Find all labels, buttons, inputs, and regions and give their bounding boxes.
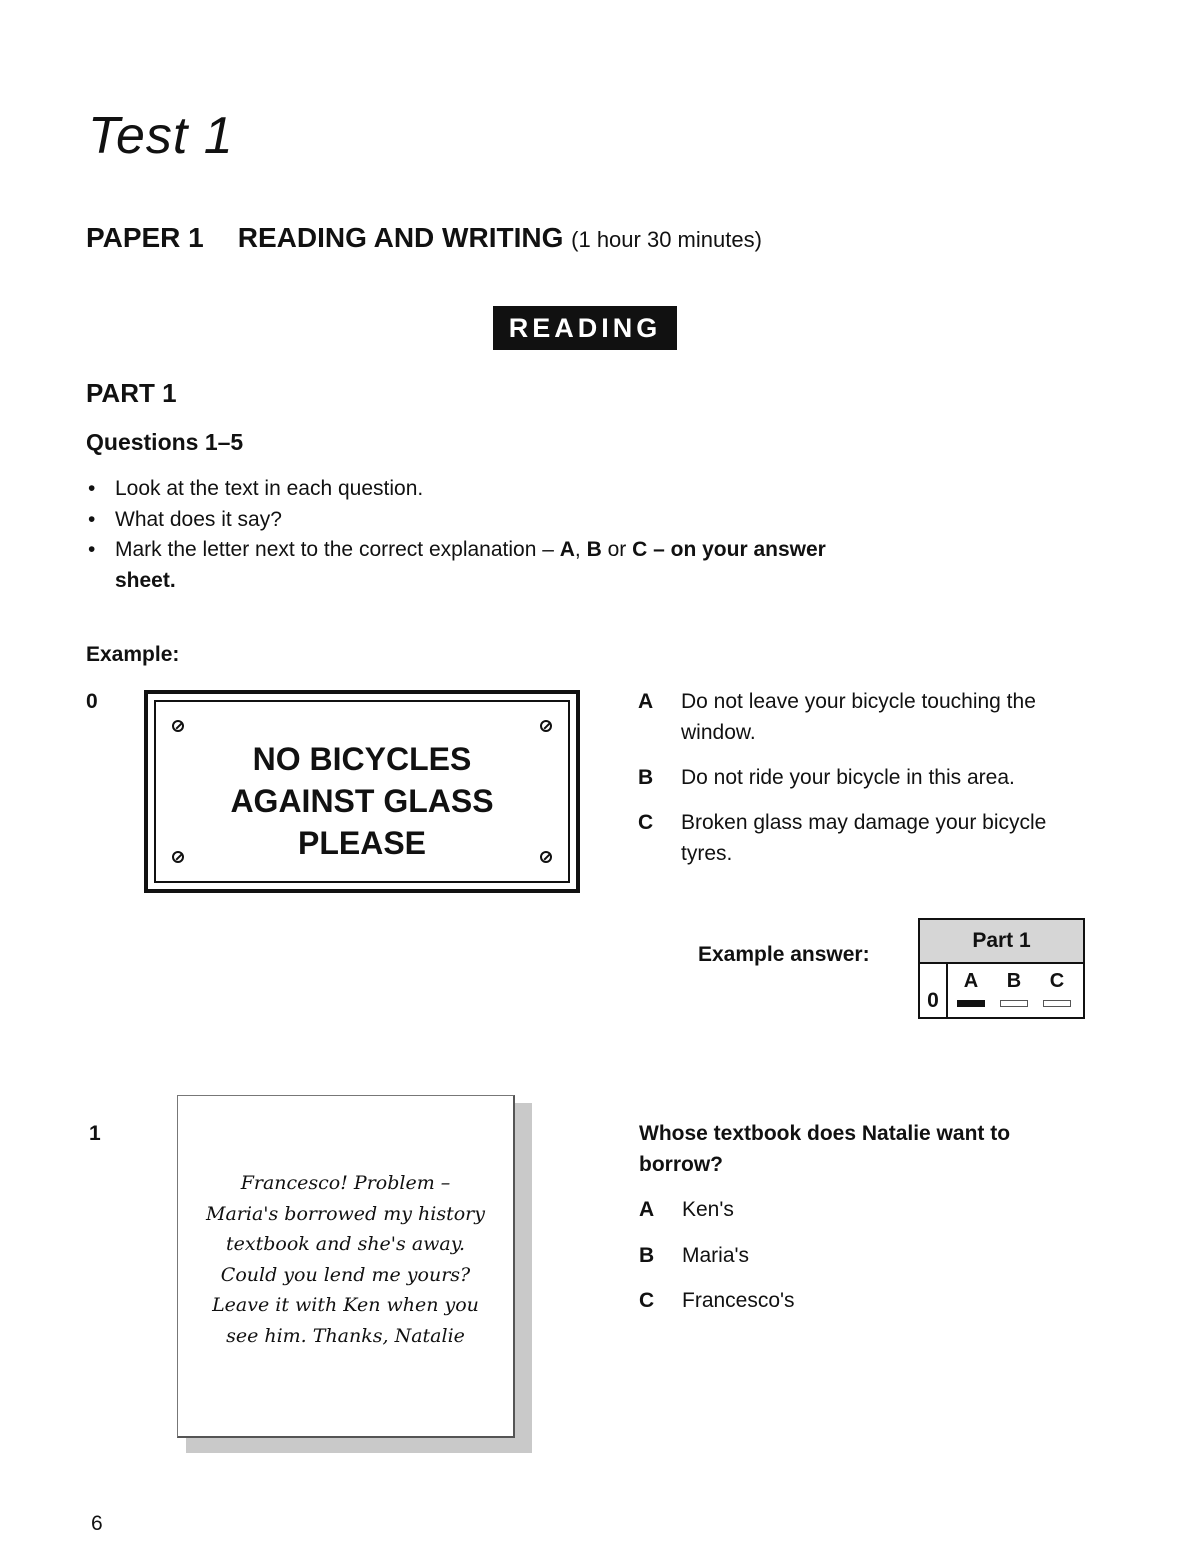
note-line: Maria's borrowed my history — [206, 1202, 485, 1225]
example-option-b — [638, 762, 1088, 793]
answer-row-number: 0 — [920, 964, 948, 1017]
answer-mark-a — [957, 1000, 985, 1007]
sign-line: NO BICYCLES — [252, 741, 472, 777]
answer-sheet-sample — [918, 918, 1085, 1019]
instruction-text: What does it say? — [115, 507, 282, 531]
instruction-item — [86, 505, 846, 536]
answer-mark-c — [1043, 1000, 1071, 1007]
answer-mark-b — [1000, 1000, 1028, 1007]
option-text: Do not leave your bicycle touching the window. — [681, 690, 1036, 744]
note-line: Leave it with Ken when you — [212, 1294, 479, 1316]
section-badge: READING — [493, 306, 677, 350]
instruction-text: Mark the letter next to the correct explanation – — [115, 538, 560, 561]
note-line: see him. Thanks, Natalie — [226, 1324, 465, 1347]
page-number: 6 — [91, 1512, 103, 1535]
answer-column-c: C — [1049, 970, 1065, 992]
example-answer-label: Example answer: — [698, 943, 870, 966]
option-text: Maria's — [682, 1244, 750, 1267]
letter-b: B — [586, 538, 602, 561]
sign-line: AGAINST GLASS — [230, 783, 494, 819]
question-text: Whose textbook does Natalie want to borrow? — [639, 1122, 1011, 1176]
sign-text — [156, 738, 568, 864]
instructions-list — [86, 474, 846, 596]
paper-name: READING AND WRITING — [237, 222, 564, 253]
sign-line: PLEASE — [297, 825, 427, 861]
screw-icon — [172, 720, 184, 732]
bullet-icon: • — [88, 538, 96, 561]
letter-c: C — [632, 538, 648, 561]
letter-a: A — [559, 538, 575, 561]
answer-column-b: B — [1006, 970, 1022, 992]
paper-number: PAPER 1 — [86, 222, 204, 253]
part-title: PART 1 — [86, 378, 177, 408]
option-letter: B — [638, 766, 654, 789]
answer-column-a: A — [963, 970, 979, 992]
option-text: Broken glass may damage your bicycle tyres. — [681, 811, 1047, 865]
note-line: Could you lend me yours? — [220, 1263, 471, 1286]
sign-inner-border — [154, 700, 570, 883]
note-line: textbook and she's away. — [225, 1233, 465, 1255]
example-sign — [144, 690, 580, 893]
note-line: Francesco! Problem – — [240, 1172, 451, 1194]
option-letter: B — [639, 1244, 655, 1267]
screw-icon — [540, 720, 552, 732]
bullet-icon: • — [88, 477, 96, 500]
option-text: Ken's — [682, 1198, 734, 1221]
option-letter: C — [639, 1289, 655, 1312]
test-title: Test 1 — [88, 107, 234, 165]
paper-heading — [86, 222, 762, 254]
example-option-a — [638, 686, 1088, 748]
instruction-item — [86, 535, 846, 596]
option-text: Francesco's — [682, 1289, 795, 1312]
question-number: 1 — [89, 1122, 101, 1145]
instruction-emphasis: – on your answer sheet. — [115, 538, 826, 592]
example-label: Example: — [86, 643, 180, 666]
answer-sheet-header: Part 1 — [920, 920, 1083, 964]
option-letter: C — [638, 811, 654, 834]
example-number: 0 — [86, 690, 98, 713]
separator: , — [574, 538, 587, 561]
example-option-c — [638, 807, 1088, 869]
paper-duration: (1 hour 30 minutes) — [571, 227, 762, 252]
instruction-item — [86, 474, 846, 505]
option-letter: A — [639, 1198, 655, 1221]
bullet-icon: • — [88, 507, 96, 531]
note-text — [178, 1168, 513, 1351]
option-letter: A — [638, 690, 654, 713]
instruction-text: Look at the text in each question. — [115, 477, 424, 500]
option-text: Do not ride your bicycle in this area. — [681, 766, 1015, 789]
note-card — [177, 1095, 515, 1438]
answer-option-a[interactable] — [639, 1194, 1079, 1225]
separator: or — [601, 538, 633, 561]
questions-range: Questions 1–5 — [86, 429, 244, 455]
answer-option-c[interactable] — [639, 1285, 1079, 1316]
answer-option-b[interactable] — [639, 1240, 1079, 1271]
